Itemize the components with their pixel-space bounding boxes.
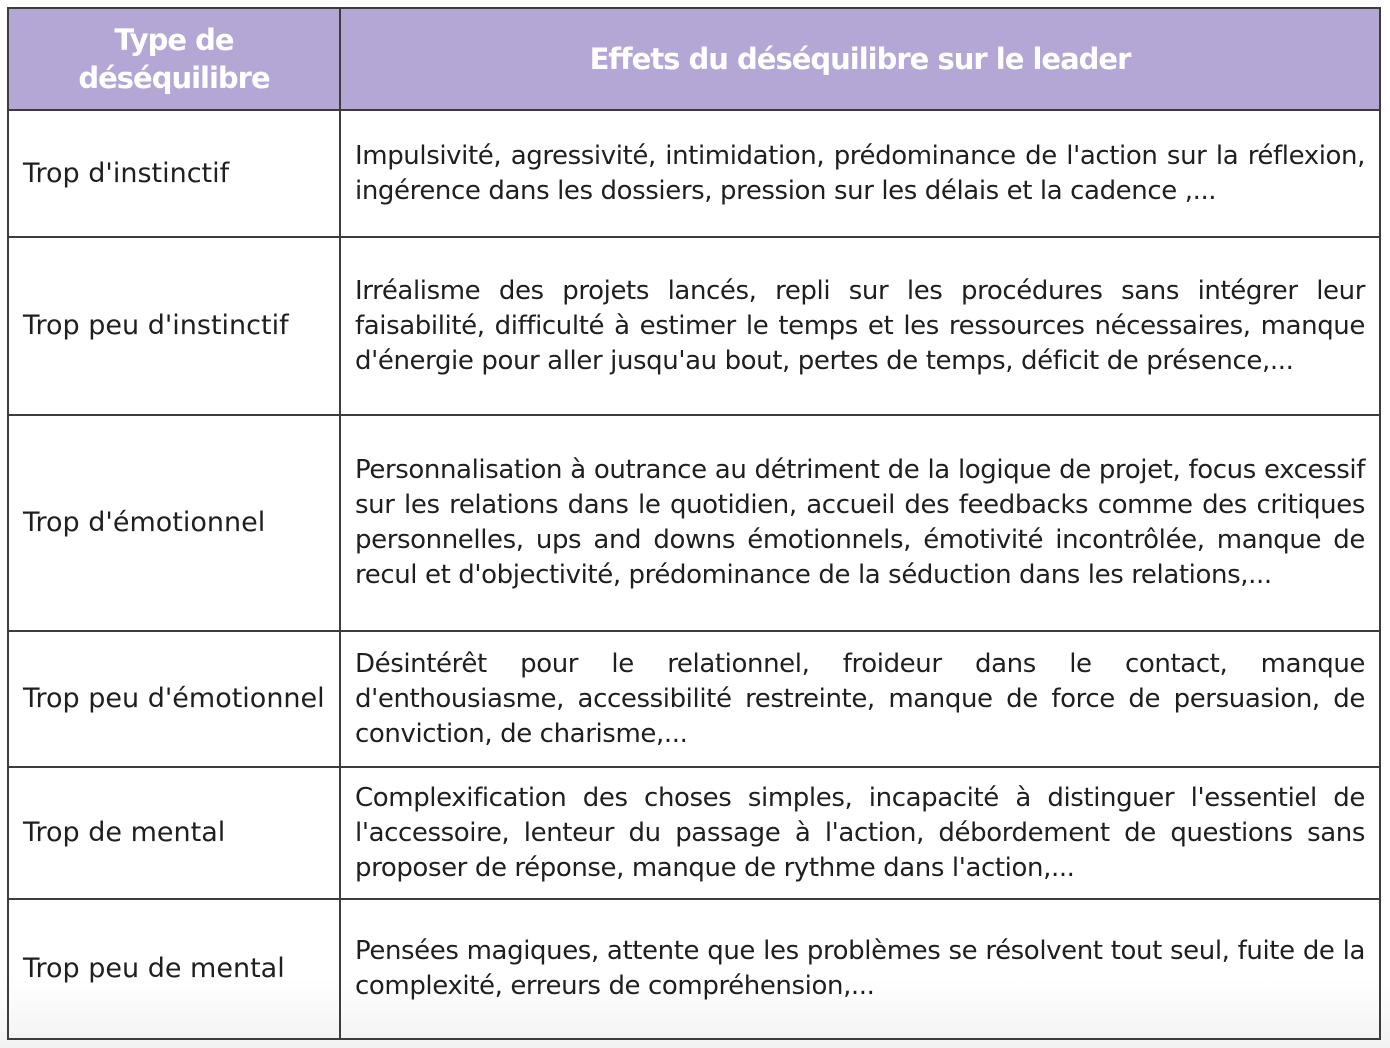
header-type: Type de déséquilibre bbox=[8, 8, 340, 110]
table-row bbox=[8, 767, 1380, 899]
imbalance-table bbox=[7, 7, 1381, 1040]
row-effects-cell: Complexification des choses simples, incapacité à distinguer l'essentiel de l'accessoire, lenteur du passage à l'action, débordement de questions sans proposer de réponse, manque de rythme dans l'action,... bbox=[340, 767, 1380, 899]
table-row bbox=[8, 631, 1380, 767]
table-row bbox=[8, 415, 1380, 631]
row-type-cell: Trop de mental bbox=[8, 767, 340, 899]
row-type-cell: Trop d'instinctif bbox=[8, 110, 340, 237]
table-row bbox=[8, 110, 1380, 237]
row-effects-cell: Personnalisation à outrance au détriment de la logique de projet, focus excessif sur les relations dans le quotidien, accueil des feedbacks comme des critiques personnelles, ups and downs émotionnels, émotivité incontrôlée, manque de recul et d'objectivité, prédominance de la séduction dans les relations,... bbox=[340, 415, 1380, 631]
row-effects-cell: Irréalisme des projets lancés, repli sur les procédures sans intégrer leur faisabilité, difficulté à estimer le temps et les ressources nécessaires, manque d'énergie pour aller jusqu'au bout, pertes de temps, déficit de présence,... bbox=[340, 237, 1380, 415]
row-type-cell: Trop d'émotionnel bbox=[8, 415, 340, 631]
row-effects-cell: Désintérêt pour le relationnel, froideur dans le contact, manque d'enthousiasme, accessibilité restreinte, manque de force de persuasion, de conviction, de charisme,... bbox=[340, 631, 1380, 767]
header-row bbox=[8, 8, 1380, 110]
header-effects: Effets du déséquilibre sur le leader bbox=[340, 8, 1380, 110]
row-type-cell: Trop peu de mental bbox=[8, 899, 340, 1039]
row-type-cell: Trop peu d'émotionnel bbox=[8, 631, 340, 767]
table-row bbox=[8, 899, 1380, 1039]
row-effects-cell: Impulsivité, agressivité, intimidation, prédominance de l'action sur la réflexion, ingérence dans les dossiers, pression sur les délais et la cadence ,... bbox=[340, 110, 1380, 237]
row-type-cell: Trop peu d'instinctif bbox=[8, 237, 340, 415]
row-effects-cell: Pensées magiques, attente que les problèmes se résolvent tout seul, fuite de la complexité, erreurs de compréhension,... bbox=[340, 899, 1380, 1039]
table-row bbox=[8, 237, 1380, 415]
